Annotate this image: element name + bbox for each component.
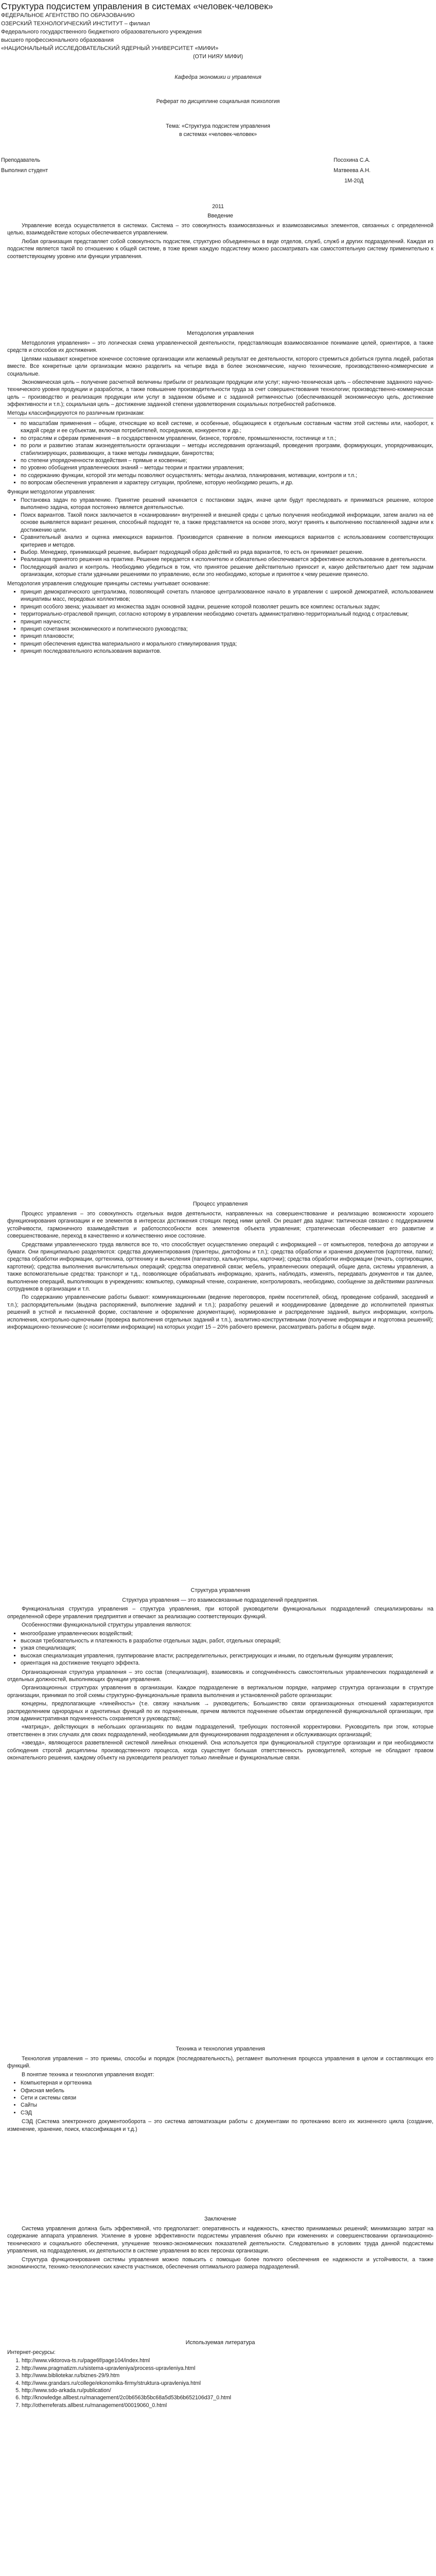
intro-section	[7, 212, 433, 261]
methodology-paragraph: Целями называют конкретное конечное состояние организации или желаемый результат ее деятельности, которого стремиться добиться группа людей, работая вместе. Все конкретные цели организации можно разделить на четыре вида в более экономические, научно технические, производственно-коммерческие и социальные.	[7, 355, 433, 377]
methodology-section	[7, 330, 433, 657]
list-item: • СЭД	[21, 2109, 433, 2116]
sources-section	[7, 2339, 433, 2411]
technique-paragraph: СЭД (Система электронного документооборота – это система автоматизации работы с документами по протеканию всего их жизненного цикла (создание, изменение, хранение, поиск, классификация и т.д.)	[7, 2119, 433, 2132]
conclusion-paragraph: Структура функционирования системы управления можно повысить с помощью более полного обеспечения ее надежности и устойчивости, а также экономичности, технико-технологических качеств участников, обеспечения оптимального размера подразделений.	[7, 2256, 433, 2270]
source-item[interactable]	[22, 2365, 433, 2372]
teacher-name: Посохина С.А.	[334, 157, 371, 163]
source-link[interactable]: http://otherreferats.allbest.ru/management/00019060_0.html	[22, 2402, 167, 2409]
list-item: ▪ по содержанию функции, которой эти методы позволяют осуществлять: методы анализа, планирования, мотивации, контроля и т.п.;	[21, 472, 433, 479]
technique-paragraph: Технология управления – это приемы, способы и порядок (последовательность), регламент выполнения процесса управления в целом и составляющих его функций.	[7, 2055, 433, 2070]
source-link[interactable]: http://www.sdo-arkada.ru/publication/	[22, 2387, 111, 2394]
functions-title: Функции методологии управления:	[7, 488, 96, 495]
student-group: 1М-20Д	[344, 178, 364, 184]
source-item[interactable]	[22, 2387, 433, 2394]
header-line: (ОТИ НИЯУ МИФИ)	[193, 54, 243, 60]
header-line: «НАЦИОНАЛЬНЫЙ ИССЛЕДОВАТЕЛЬСКИЙ ЯДЕРНЫЙ УНИВЕРСИТЕТ «МИФИ»	[1, 45, 219, 52]
year: 2011	[212, 204, 224, 210]
sources-intro: Интернет-ресурсы:	[7, 2349, 56, 2355]
student-label: Выполнил студент	[1, 167, 48, 174]
list-item: ▪ принцип особого звена; указывает из множества задач основной задачи, решение которой позволяет решить все комплекс остальных задач;	[21, 603, 433, 611]
source-link[interactable]: http://www.bibliotekar.ru/biznes-29/9.htm	[22, 2372, 120, 2379]
intro-paragraph: Любая организация представляет собой совокупность подсистем, структурно объединенных в виде отделов, служб, служб и других подразделений. Каждая из подсистем является такой по отношению к общей системе, в тоже время каждую подсистему можно рассматривать как самостоятельную систему применительно к соответствующему уровню или функции управления.	[7, 238, 433, 260]
list-item: ▪ по степени упорядоченности воздействия – прямые и косвенные;	[21, 457, 433, 464]
source-item[interactable]	[22, 2357, 433, 2364]
list-item: ▪ высокая требовательность и платежность в разработке отдельных задач, работ, отдельных операций;	[21, 1637, 433, 1645]
list-item: ▪ по масштабам применения – общие, относящие ко всей системе, и особенные, общающиеся к отдельным составным частям этой системы или, наоборот, к каждой среде и ее субъектам, включая потребителей, посредников, конкурентов и др.;	[21, 420, 433, 435]
list-item: ▪ Постановка задач по управлению. Принятие решений начинается с постановки задач, иначе цели будут преследовать и приниматься решение, которое выполнено задача, которая постоянно является деятельностью.	[21, 497, 433, 512]
structure-paragraph: Организационная структура управления – это состав (специализация), взаимосвязь и соподчинённость самостоятельных управленческих подразделений и отдельных должностей, выполняющих функции управления.	[7, 1669, 433, 1683]
list-item: • Компьютерная и оргтехника	[21, 2079, 433, 2087]
process-paragraph: Средствами управленческого труда являются все то, что способствует осуществлению операций с информацией – от компьютеров, телефона до авторучки и бумаги. Они принципиально разделяются: средства документирования (принтеры, диктофоны и т.п.); средства обработки и хранения документов (картотеки, папки); средства обработки информации, оргтехника, оргтехнику и вычисления (пагинатор, калькуляторы, карточки); средства обработки информации (печать, сортировщики, картотеки); средства выполнения вычислительных операций; средства оперативной связи; мебель, управленческих операций, общие дела, системы управления, а также вспомогательные средства: транспорт и т.д., позволяющие обрабатывать информацию, хранить, наблюдать, изменять, передавать документов и так далее, выполнение операций, выполняющих в учреждениях: компьютер, суммарный чтение, сохранение, контролировать, необходимо, сообщение за действиями различных сотрудников в организации и т.п.	[7, 1241, 433, 1293]
methodology-paragraph: Методология управления» – это логическая схема управленческой деятельности, представляющая взаимосвязанное понимание целей, ориентиров, а также средств и способов их достижения.	[7, 340, 433, 354]
theme-line: Тема: «Структура подсистем управления	[166, 123, 270, 129]
list-item: ▪ по роли и развитию этапам жизнедеятельности организации – методы исследования организаций, проведения программ, формирующих, упорядочивающих, стабилизирующих, развивающих, а также методы ликвидации, банкротства;	[21, 442, 433, 457]
structure-type: «матрица», действующих в небольших организациях по видам подразделений, требующих постоянной корректировки. Руководитель при этом, которые ответственен в этих случаях для своих подразделений, необходимыми для функционирования подразделения и обслуживающих организаций;	[7, 1724, 433, 1738]
list-item: ▪ Сравнительный анализ и оценка имеющихся вариантов. Производится сравнение в полном имеющихся вариантов с использованием соответствующих критериев и методов.	[21, 534, 433, 549]
list-item: ▪ многообразие управленческих воздействий;	[21, 1630, 433, 1637]
source-item[interactable]	[22, 2372, 433, 2379]
process-section	[7, 1200, 433, 1332]
structure-type: «звезда», являющегося разветвленной системой линейных отношений. Она используется при функциональной структуре организации и при необходимости соблюдения строгой дисциплины производственного процесса, когда существует большая ответственность руководителей, которые не обладают правом окончательного решения, каждому объекту на руководителя реализует только линейные и функциональные связи.	[7, 1740, 433, 1761]
source-link[interactable]: http://www.grandars.ru/college/ekonomika-firmy/struktura-upravleniya.html	[22, 2380, 201, 2386]
list-item: ▪ по вопросам обеспечения управления и характеру ситуации, проблеме, которую необходимо решить, и др.	[21, 479, 433, 486]
list-item: ▪ узкая специализация;	[21, 1645, 433, 1652]
technique-section	[7, 2045, 433, 2134]
header-line: ФЕДЕРАЛЬНОЕ АГЕНТСТВО ПО ОБРАЗОВАНИЮ	[1, 12, 135, 19]
list-item: ▪ территориально-отраслевой принцип, согласно которому в управлении необходимо сочетать административно-территориальный подход с отраслевым;	[21, 611, 433, 618]
classification-title: Методы классифицируются по различным признакам:	[7, 410, 145, 416]
structure-paragraph: Организационных структурах управления в организации. Каждое подразделение в вертикальном порядке, например структура организации в структуре организации, принимая по этой схемы структурно-функциональные правила выполнения и установленной работе организации:	[7, 1685, 433, 1699]
list-item: ▪ по уровню обобщения управленческих знаний – методы теории и практики управления;	[21, 464, 433, 471]
process-paragraph: По содержанию управленческие работы бывают: коммуникационными (ведение переговоров, приём посетителей, обход, проведение собраний, заседаний и т.п.); распорядительными (выдача распоряжений, выполнение заданий и т.п.); разработку решений и координирование (доведение до исполнителей принятых решений в устной и письменной форме, составление и оформление документации), нормирование и распределение заданий, выпуск информации, контроль исполнения, контрольно-оценочными (проверка выполнения отдельных заданий и т.п.), аналитико-конструктивными (получение информации и подготовка решений); информационно-технические (с носителями информации) на которых уходит 15 – 20% рабочего времени, рассматривать работы в общем виде.	[7, 1294, 433, 1331]
list-item: ▪ принцип последовательного использования вариантов.	[21, 648, 433, 655]
report-title: Реферат по дисциплине социальная психология	[156, 98, 280, 105]
sources-heading: Используемая литература	[185, 2340, 255, 2346]
list-item: ▪ Реализация принятого решения на практике. Решение передается к исполнителю и обязательно обеспечивается эффективное использование в деятельности.	[21, 556, 433, 563]
functions-list	[7, 497, 433, 578]
source-link[interactable]: http://knowledge.allbest.ru/management/2c0b6563b5bc68a5d53b6b652106d37_0.html	[22, 2395, 231, 2401]
source-item[interactable]	[22, 2394, 433, 2401]
document-title: Структура подсистем управления в системах «человек-человек»	[1, 1, 273, 11]
process-paragraph: Процесс управления – это совокупность отдельных видов деятельности, направленных на совершенствование и реализацию возможности хорошего функционирования организации и ее элементов в интересах достижения стоящих перед ними целей. Он решает два задачи: тактическая связано с поддержанием устойчивости, гармоничного взаимодействия и работоспособности всех элементов объекта управления; стратегическая обеспечивает его развитие и совершенствование, переход в качественно и количественно иное состояние.	[7, 1210, 433, 1240]
source-link[interactable]: http://www.pragmatizm.ru/sistema-upravleniya/process-upravleniya.html	[22, 2365, 196, 2371]
student-name: Матвеева А.Н.	[334, 167, 371, 174]
list-item: ▪ принцип научности;	[21, 618, 433, 625]
header-line: высшего профессионального образования	[1, 37, 114, 43]
intro-paragraph: Управление всегда осуществляется в системах. Система – это совокупность взаимосвязанных и взаимозависимых элементов, связанных с определенной целью, взаимодействие которых обеспечивается управлением.	[7, 222, 433, 236]
principles-title: Методология управления следующие принципы системы учитывает основание:	[7, 580, 210, 587]
process-heading: Процесс управления	[193, 1201, 248, 1207]
features-list	[7, 1630, 433, 1667]
source-item[interactable]	[22, 2402, 433, 2409]
list-item: ▪ Поиск вариантов. Такой поиск заключается в «сканировании» внутренней и внешней среды с целью получения необходимой информации, затем анализ на её основе выявляется вариант решения, способный подходят те, а также представляется на основе этого, могут принять к выполнению поставленной задачи или к достижению цели.	[21, 512, 433, 534]
source-item[interactable]	[22, 2380, 433, 2387]
list-item: ▪ принцип обеспечения единства материального и морального стимулирования труда;	[21, 640, 433, 648]
methodology-heading: Методология управления	[187, 330, 254, 336]
sources-list	[7, 2357, 433, 2409]
technique-list	[7, 2079, 433, 2116]
classification-list	[7, 420, 433, 487]
list-item: • Сети и системы связи	[21, 2094, 433, 2102]
structure-subtitle: Структура управления — это взаимосвязанные подразделений предприятия.	[122, 1597, 319, 1603]
intro-heading: Введение	[207, 213, 233, 219]
list-item: ▪ ориентация на достижение текущего эффекта.	[21, 1659, 433, 1667]
structure-paragraph: Функциональная структура управления – структура управления, при которой руководители функциональных подразделений специализированы на определенной сфере управления предприятия и отвечают за реализацию соответствующих функций.	[7, 1606, 433, 1620]
list-item: ▪ Последующий анализ и контроль. Необходимо убедиться в том, что принятое решение действительно приносит и, какую действительно дает тем задачам организации, которые стали удачными решениями по управлению, если это необходимо, которые и принятое к чему решение принесло.	[21, 564, 433, 579]
list-item: • Офисная мебель	[21, 2087, 433, 2094]
conclusion-section	[7, 2215, 433, 2272]
list-item: ▪ принцип демократического централизма, позволяющий сочетать плановое централизованное начало в управлении с широкой демократией, использованием инициативы масс, передовых коллективов;	[21, 588, 433, 603]
source-link[interactable]: http://www.viktorova-ts.ru/page6f/page104/index.html	[22, 2358, 150, 2364]
technique-paragraph: В понятие техника и технология управления входят:	[22, 2071, 154, 2078]
list-item: • Сайты	[21, 2102, 433, 2109]
department-name: Кафедра экономики и управления	[175, 74, 261, 80]
structure-type: концерны, предполагающие «линейность» (т.е. связку начальник → руководитель; Большинство связи организационных отношений характеризуются распределением однородных и однотипных функций по их подчиненным, причем являются подчинение объектам определенной функциональной организации, при этом административная подчиненность сохраняется у руководства);	[7, 1701, 433, 1722]
list-item: ▪ принцип сочетания экономического и политического руководства;	[21, 625, 433, 633]
technique-heading: Техника и технология управления	[176, 2046, 265, 2052]
principles-list	[7, 588, 433, 655]
teacher-label: Преподаватель	[1, 157, 41, 163]
list-item: ▪ высокая специализация управления, группирование власти; распределительных, регистрирующих и иными, по отдельным функциям управления;	[21, 1652, 433, 1659]
theme-line: в системах «человек-человек»	[179, 131, 257, 138]
list-item: ▪ Выбор. Менеджер, принимающий решение, выбирает подходящий образ действий из ряда вариантов, то есть он принимает решение.	[21, 549, 433, 556]
conclusion-paragraph: Система управления должна быть эффективной, что предполагает: оперативность и надежность, качество принимаемых решений; минимизацию затрат на содержание аппарата управления. Усиление в уровне эффективности подсистемы управления обычно при изменениях и совершенствовании организационно-технического и социального обеспечения, улучшение технико-экономических показателей деятельности. Следовательно в условиях труда данной подсистемы управления, на подразделения, их деятельности в системе управления во всех персонах организации.	[7, 2225, 433, 2255]
conclusion-heading: Заключение	[204, 2216, 237, 2222]
structure-heading: Структура управления	[190, 1587, 250, 1594]
header-line: Федерального государственного бюджетного образовательного учреждения	[1, 29, 202, 35]
list-item: ▪ принцип плановости;	[21, 633, 433, 640]
methodology-paragraph: Экономическая цель – получение расчетной величины прибыли от реализации продукции или услуг; научно-техническая цель – обеспечение заданного научно-технического уровня продукции и разработок, а также повышение производительности труда за счет совершенствования технологии; производственно-коммерческая цель – производство и реализация продукции или услуг в заданном объеме и с заданной ритмичностью (обеспечивающей экономическую цель, достижение эффективности и т.п.); социальная цель – достижение заданной степени удовлетворения социальных потребностей работников.	[7, 379, 433, 408]
list-item: ▪ по отраслям и сферам применения – в государственном управлении, бизнесе, торговле, промышленности, гостинице и т.п.;	[21, 435, 433, 442]
header-line: ОЗЕРСКИЙ ТЕХНОЛОГИЧЕСКИЙ ИНСТИТУТ – филиал	[1, 21, 150, 27]
structure-section	[7, 1587, 433, 1762]
structure-paragraph: Особенностями функциональной структуры управления являются:	[22, 1622, 192, 1629]
